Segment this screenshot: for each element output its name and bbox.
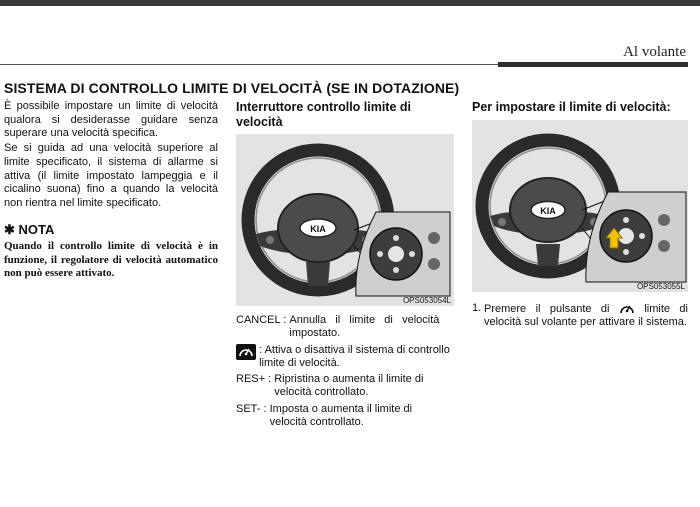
definition-list bbox=[236, 314, 454, 432]
section-title: SISTEMA DI CONTROLLO LIMITE DI VELOCITÀ (SE IN DOTAZIONE) bbox=[4, 80, 460, 96]
set-heading: Per impostare il limite di velocità: bbox=[472, 100, 671, 114]
intro-text bbox=[4, 100, 218, 212]
note-heading: ✱ NOTA bbox=[4, 222, 55, 237]
figure-code: OPS053054L bbox=[402, 296, 451, 305]
speed-limit-icon bbox=[236, 344, 256, 360]
header-rule-accent bbox=[498, 62, 688, 67]
steering-wheel-figure bbox=[236, 134, 454, 306]
step-text-after: limite di velocità sul volante per attivare il sistema. bbox=[484, 302, 688, 329]
definition-term: SET- : bbox=[236, 402, 267, 415]
definition-item bbox=[236, 314, 454, 341]
definition-term: CANCEL : bbox=[236, 314, 287, 326]
intro-paragraph: Se si guida ad una velocità superiore al limite specificato, il sistema di allarme si attiva (il limite impostato lampeggia e il cicalino suona) fino a quando la velocità non rientra nel limite specificato. bbox=[4, 142, 218, 209]
definition-desc: Ripristina o aumenta il limite di velocità controllato. bbox=[274, 373, 424, 399]
definition-item bbox=[236, 373, 454, 400]
brand-logo: KIA bbox=[310, 224, 326, 234]
chapter-title: Al volante bbox=[623, 44, 686, 60]
switch-heading: Interruttore controllo limite di velocità bbox=[236, 100, 412, 129]
steering-wheel-figure bbox=[472, 120, 688, 292]
definition-desc: Imposta o aumenta il limite di velocità controllato. bbox=[269, 402, 413, 429]
definition-term: RES+ : bbox=[236, 373, 272, 386]
definition-desc: : Attiva o disattiva il sistema di controllo limite di velocità. bbox=[259, 343, 450, 369]
header-rule bbox=[0, 64, 498, 65]
steering-wheel-illustration bbox=[472, 120, 688, 292]
definition-desc: Annulla il limite di velocità impostato. bbox=[289, 314, 440, 340]
steering-wheel-illustration bbox=[236, 134, 454, 306]
note-text: Quando il controllo limite di velocità è in funzione, il regolatore di velocità automatico non può essere attivato. bbox=[4, 240, 218, 279]
step-number: 1. bbox=[472, 302, 482, 314]
step-item bbox=[472, 302, 688, 330]
step-text-before: Premere il pulsante di bbox=[484, 302, 610, 315]
definition-item bbox=[236, 344, 454, 371]
figure-code: OPS053055L bbox=[636, 282, 685, 291]
definition-item bbox=[236, 403, 454, 430]
intro-paragraph: È possibile impostare un limite di velocità qualora si desiderasse guidare senza superare una velocità specifica. bbox=[4, 100, 218, 140]
brand-logo: KIA bbox=[540, 206, 556, 216]
top-border bbox=[0, 0, 700, 6]
speed-limit-icon bbox=[619, 302, 635, 316]
